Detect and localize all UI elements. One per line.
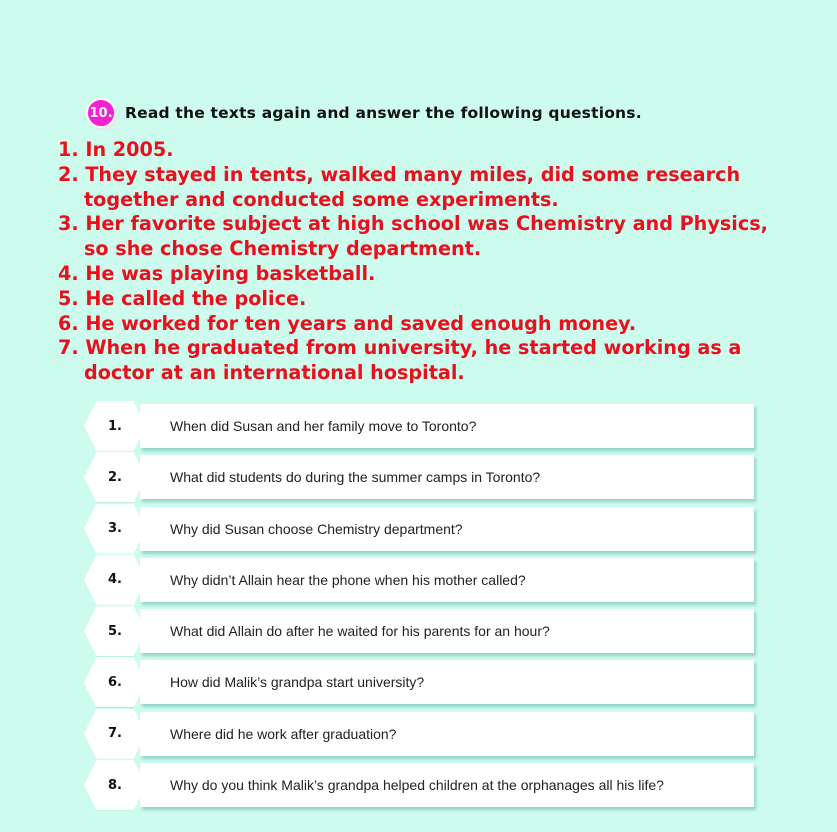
- question-number: 4.: [108, 572, 122, 588]
- question-text: How did Malik’s grandpa start university?: [170, 674, 425, 691]
- answer-line: 7. When he graduated from university, he started working as a: [58, 336, 742, 360]
- answer-line: 2. They stayed in tents, walked many miles, did some research: [58, 162, 741, 186]
- answer-line: 6. He worked for ten years and saved enough money.: [58, 311, 637, 335]
- question-number: 7.: [108, 726, 122, 742]
- question-number: 6.: [108, 674, 122, 690]
- answer-line: 5. He called the police.: [58, 286, 307, 310]
- answer-line: doctor at an international hospital.: [84, 361, 465, 385]
- question-number: 1.: [108, 418, 122, 434]
- question-text: What did students do during the summer camps in Toronto?: [170, 469, 541, 486]
- exercise-number-badge: 10.: [86, 98, 116, 128]
- answer-line: 3. Her favorite subject at high school was Chemistry and Physics,: [58, 212, 768, 236]
- answers-block: [58, 138, 768, 386]
- question-number: 5.: [108, 623, 122, 639]
- question-number: 2.: [108, 469, 122, 485]
- answer-line: 4. He was playing basketball.: [58, 261, 376, 285]
- question-number: 8.: [108, 777, 122, 793]
- question-text: Why didn’t Allain hear the phone when his mother called?: [170, 571, 526, 588]
- exercise-instruction: [86, 98, 642, 128]
- instruction-text: Read the texts again and answer the following questions.: [125, 104, 642, 122]
- answer-line: 1. In 2005.: [58, 138, 174, 161]
- question-text: Where did he work after graduation?: [170, 725, 397, 742]
- question-number: 3.: [108, 521, 122, 537]
- question-text: What did Allain do after he waited for his parents for an hour?: [170, 623, 550, 640]
- answer-line: together and conducted some experiments.: [84, 187, 559, 211]
- answer-line: so she chose Chemistry department.: [84, 237, 482, 261]
- question-text: When did Susan and her family move to Toronto?: [170, 418, 477, 434]
- question-text: Why did Susan choose Chemistry department?: [170, 520, 463, 537]
- question-text: Why do you think Malik’s grandpa helped children at the orphanages all his life?: [170, 777, 664, 794]
